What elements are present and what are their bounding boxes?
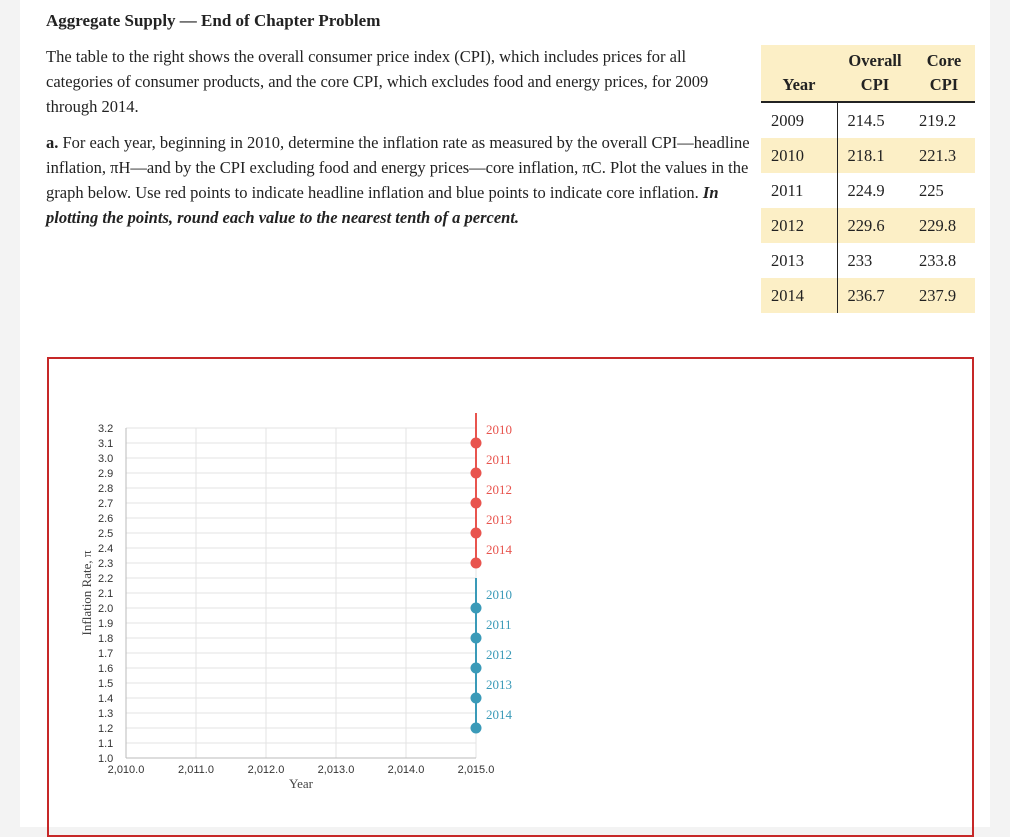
y-tick-label: 2.7 xyxy=(98,498,114,510)
cell-core: 229.8 xyxy=(913,208,975,243)
cell-core: 233.8 xyxy=(919,250,957,270)
y-tick-label: 3.1 xyxy=(98,438,114,450)
x-tick-label: 2,015.0 xyxy=(457,764,495,776)
cpi-table xyxy=(761,45,975,313)
y-tick-label: 1.9 xyxy=(98,618,114,630)
y-tick-label: 1.3 xyxy=(98,708,114,720)
y-axis-label: Inflation Rate, π xyxy=(79,550,94,636)
core-label-2012: 2012 xyxy=(486,647,512,662)
core-label-2011: 2011 xyxy=(486,617,512,632)
header-core-line2: CPI xyxy=(929,75,959,94)
part-a-label: a. xyxy=(46,133,59,152)
cell-overall: 233 xyxy=(847,250,873,270)
y-tick-label: 2.6 xyxy=(98,513,114,525)
table-row xyxy=(761,173,975,208)
cell-overall: 214.5 xyxy=(847,110,885,130)
y-tick-label: 2.4 xyxy=(98,543,114,555)
core-point-2014[interactable] xyxy=(471,723,482,734)
graph-panel xyxy=(47,357,974,837)
header-core-line1: Core xyxy=(926,51,962,70)
y-tick-label: 1.6 xyxy=(98,663,114,675)
y-tick-label: 2.8 xyxy=(98,483,114,495)
part-a-text xyxy=(46,130,756,230)
header-year: Year xyxy=(761,45,837,102)
headline-label-2010: 2010 xyxy=(486,422,512,437)
cell-core: 219.2 xyxy=(919,110,957,130)
cell-year: 2013 xyxy=(761,243,837,278)
y-tick-label: 1.2 xyxy=(98,723,114,735)
y-tick-label: 3.0 xyxy=(98,453,114,465)
y-tick-label: 2.9 xyxy=(98,468,114,480)
problem-page xyxy=(20,0,990,827)
x-tick-label: 2,013.0 xyxy=(317,764,355,776)
y-tick-label: 2.3 xyxy=(98,558,114,570)
y-tick-label: 1.8 xyxy=(98,633,114,645)
headline-label-2014: 2014 xyxy=(486,542,512,557)
table-row xyxy=(761,102,975,138)
x-axis-label: Year xyxy=(289,776,313,791)
headline-label-2013: 2013 xyxy=(486,512,512,527)
cell-core: 221.3 xyxy=(913,138,975,173)
header-overall-line1: Overall xyxy=(848,51,902,70)
y-tick-label: 1.7 xyxy=(98,648,114,660)
y-tick-label: 1.4 xyxy=(98,693,114,705)
cell-overall: 218.1 xyxy=(837,138,913,173)
cell-year: 2014 xyxy=(761,278,837,313)
part-a-instructions: For each year, beginning in 2010, determine the inflation rate as measured by the overall CPI—headline inflation, πH—and by the CPI excluding food and energy prices—core inflation, πC. Plot the values in the graph below. Use red points to indicate headline inflation and blue points to indicate core inflation. xyxy=(46,133,750,202)
page-title: Aggregate Supply — End of Chapter Problem xyxy=(46,11,381,30)
cell-year: 2010 xyxy=(761,138,837,173)
table-row xyxy=(761,208,975,243)
headline-label-2011: 2011 xyxy=(486,452,512,467)
header-core-cpi xyxy=(913,45,975,102)
y-tick-label: 1.5 xyxy=(98,678,114,690)
cell-year: 2009 xyxy=(761,102,837,138)
y-tick-label: 2.0 xyxy=(98,603,114,615)
intro-text: The table to the right shows the overall consumer price index (CPI), which includes prices for all categories of consumer products, and the core CPI, which excludes food and energy prices, for 2009 through 2014. xyxy=(46,47,709,116)
x-tick-label: 2,011.0 xyxy=(178,764,214,776)
y-tick-label: 3.2 xyxy=(98,423,114,435)
y-tick-label: 1.0 xyxy=(98,753,114,765)
core-label-2013: 2013 xyxy=(486,677,512,692)
cell-overall: 236.7 xyxy=(837,278,913,313)
cell-overall: 224.9 xyxy=(847,180,885,200)
x-tick-label: 2,014.0 xyxy=(387,764,425,776)
y-tick-label: 2.2 xyxy=(98,573,114,585)
inflation-chart[interactable] xyxy=(49,359,972,829)
cell-core: 225 xyxy=(919,180,944,200)
headline-point-2014[interactable] xyxy=(471,558,482,569)
cell-year: 2011 xyxy=(761,173,837,208)
cell-year: 2012 xyxy=(761,208,837,243)
y-tick-label: 2.1 xyxy=(98,588,114,600)
y-tick-label: 1.1 xyxy=(98,738,114,750)
x-tick-label: 2,012.0 xyxy=(247,764,285,776)
header-overall-line2: CPI xyxy=(860,75,890,94)
cell-core: 237.9 xyxy=(913,278,975,313)
table-row xyxy=(761,243,975,278)
core-label-2010: 2010 xyxy=(486,587,512,602)
cell-overall: 229.6 xyxy=(837,208,913,243)
y-tick-label: 2.5 xyxy=(98,528,114,540)
header-overall-cpi xyxy=(837,45,913,102)
part-a-rounding-note: In plotting the points, round each value to the nearest tenth of a percent. xyxy=(46,183,719,227)
core-label-2014: 2014 xyxy=(486,707,512,722)
table-row xyxy=(761,278,975,313)
x-tick-label: 2,010.0 xyxy=(107,764,145,776)
headline-label-2012: 2012 xyxy=(486,482,512,497)
table-row xyxy=(761,138,975,173)
